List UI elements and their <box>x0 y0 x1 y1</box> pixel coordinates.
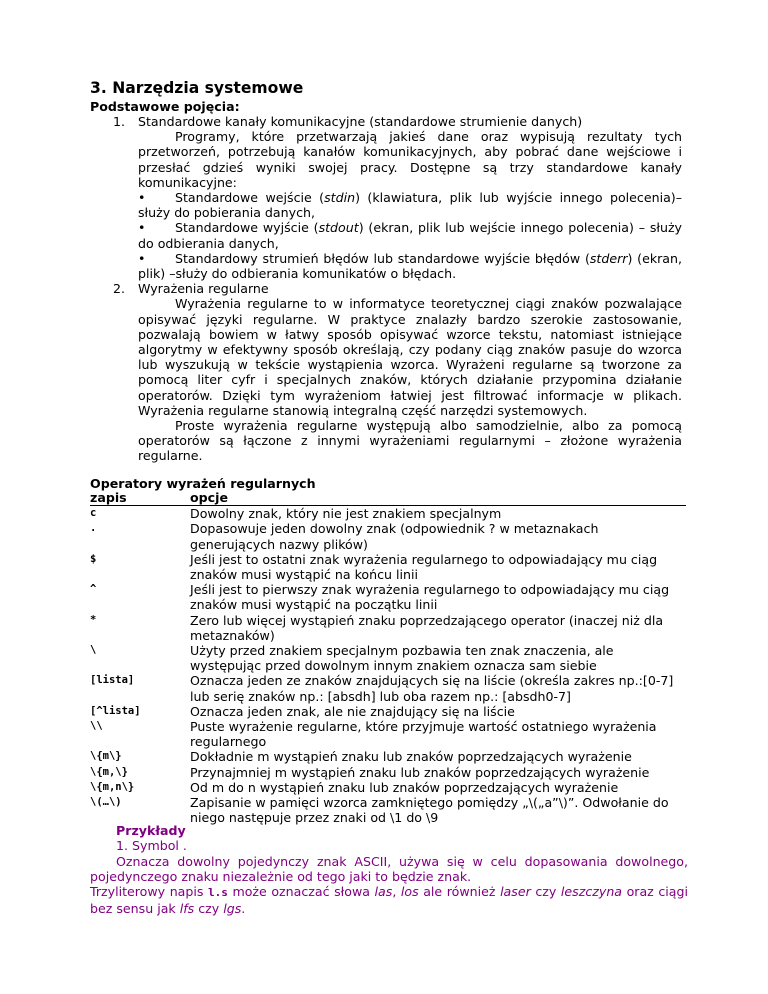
operator-description: Oznacza jeden znak, ale nie znajdujący się na liście <box>190 703 515 719</box>
bullet-icon: • <box>138 220 146 236</box>
table-row <box>90 719 686 749</box>
table-row <box>90 795 686 825</box>
operator-description: Przynajmniej m wystąpień znaku lub znaków poprzedzających wyrażenie <box>190 764 650 780</box>
bullet-stdout: • Standardowe wyjście (stdout) (ekran, plik lub wejście innego polecenia) – służy do odbierania danych, <box>138 220 683 251</box>
bullet-stderr: • Standardowy strumień błędów lub standardowe wyjście błędów (stderr) (ekran, plik) –służy do odbierania komunikatów o błędach. <box>138 250 682 282</box>
operator-code: \{m,n\} <box>90 780 135 793</box>
bullet-icon: • <box>138 190 146 206</box>
bullet-icon: • <box>138 250 146 266</box>
operators-title: Operatory wyrażeń regularnych <box>90 476 316 491</box>
operator-description: Jeśli jest to ostatni znak wyrażenia regularnego to odpowiadający mu ciąg znaków musi wystąpić na końcu linii <box>190 551 658 583</box>
operator-description: Dokładnie m wystąpień znaku lub znaków poprzedzających wyrażenie <box>190 749 632 765</box>
column-header-opcje: opcje <box>190 490 686 506</box>
operator-description: Puste wyrażenie regularne, które przyjmuje wartość ostatniego wyrażenia regularnego <box>190 719 657 750</box>
table-row <box>90 613 686 643</box>
operator-description: Zero lub więcej wystąpień znaku poprzedzającego operator (inaczej niż dla metaznaków) <box>190 612 664 643</box>
concepts-list <box>90 114 682 464</box>
operators-table <box>90 490 686 825</box>
operator-code: . <box>90 522 97 535</box>
operator-code: $ <box>90 552 97 565</box>
list-number: 2. <box>113 281 126 297</box>
operator-description: Oznacza jeden ze znaków znajdujących się na liście (określa zakres np.:[0-7] lub serię znaków np.: [absdh] lub oba razem np.: [absdh0-7] <box>190 673 674 704</box>
operator-code: \(…\) <box>90 796 122 809</box>
operator-code: * <box>90 613 97 626</box>
operators-body <box>90 506 686 826</box>
list-item <box>90 114 682 281</box>
table-row <box>90 673 686 703</box>
table-row <box>90 552 686 582</box>
item-heading: Wyrażenia regularne <box>138 281 269 297</box>
table-row <box>90 582 686 612</box>
operator-description: Dowolny znak, który nie jest znakiem specjalnym <box>190 506 502 522</box>
operator-code: [lista] <box>90 674 135 687</box>
bullet-stdin: • Standardowe wejście (stdin) (klawiatura, plik lub wyjście innego polecenia)–służy do pobierania danych, <box>138 190 682 221</box>
example-paragraph-2: Trzyliterowy napis l.s może oznaczać słowa las, los ale również laser czy leszczyna oraz ciągi bez sensu jak lfs czy lgs. <box>90 884 688 916</box>
table-row <box>90 749 686 764</box>
operator-code: ^ <box>90 583 97 596</box>
operator-code: \\ <box>90 720 103 733</box>
example-item-heading: 1. Symbol . <box>116 838 187 853</box>
item-paragraph: Wyrażenia regularne to w informatyce teoretycznej ciągi znaków pozwalające opisywać języki regularne. W praktyce znalazły bardzo szerokie zastosowanie, pozwalają bowiem w łatwy sposób opisywać wzorce tekstu, natomiast istniejące algorytmy w efektywny sposób określają, czy podany ciąg znaków pasuje do wzorca lub wyszukują w tekście wystąpienia wzorca. Wyrażeni regularne są tworzone za pomocą liter cyfr i specjalnych znaków, których działanie przypomina działanie operatorów. Dzięki tym wyrażeniom łatwiej jest filtrować informacje w plikach. Wyrażenia regularne stanowią integralną część narzędzi systemowych. <box>138 296 682 418</box>
operator-description: Jeśli jest to pierwszy znak wyrażenia regularnego to odpowiadający mu ciąg znaków musi wystąpić na początku linii <box>190 582 670 613</box>
list-item <box>90 281 682 463</box>
item-paragraph: Proste wyrażenia regularne występują albo samodzielnie, albo za pomocą operatorów są łączone z innymi wyrażeniami regularnymi – złożone wyrażenia regularne. <box>138 418 682 464</box>
table-row <box>90 765 686 780</box>
operator-code: c <box>90 507 97 520</box>
item-heading: Standardowe kanały komunikacyjne (standardowe strumienie danych) <box>138 114 583 129</box>
example-code: l.s <box>208 886 228 900</box>
operator-code: \ <box>90 644 97 657</box>
examples-title: Przykłady <box>116 823 186 838</box>
column-header-zapis: zapis <box>90 490 190 506</box>
page-title: 3. Narzędzia systemowe <box>90 79 304 97</box>
operator-description: Od m do n wystąpień znaku lub znaków poprzedzających wyrażenie <box>190 779 619 795</box>
table-row <box>90 521 686 551</box>
operator-description: Dopasowuje jeden dowolny znak (odpowiednik ? w metaznakach generujących nazwy plików) <box>190 521 599 552</box>
example-paragraph: Oznacza dowolny pojedynczy znak ASCII, używa się w celu dopasowania dowolnego, pojedynczego znaku niezależnie od tego jaki to będzie znak. Trzyliterowy napis l.s może oznaczać słowa las, los ale również laser czy leszczyna oraz ciągi bez sensu jak lfs czy lgs. <box>90 854 688 916</box>
example-body <box>90 854 688 916</box>
section-subtitle: Podstawowe pojęcia: <box>90 99 240 114</box>
table-row <box>90 704 686 719</box>
operator-description: Użyty przed znakiem specjalnym pozbawia ten znak znaczenia, ale występując przed dowolnym innym znakiem oznacza sam siebie <box>190 643 614 674</box>
operator-description: Zapisanie w pamięci wzorca zamkniętego pomiędzy „\(„a”\)”. Odwołanie do niego następuje przez znaki od \1 do \9 <box>190 795 669 826</box>
operator-code: \{m\} <box>90 750 122 763</box>
item-paragraph: Programy, które przetwarzają jakieś dane oraz wypisują rezultaty tych przetworzeń, potrzebują kanałów komunikacyjnych, aby pobrać dane wejściowe i przesłać gdzieś wyniki swojej pracy. Dostępne są trzy standardowe kanały komunikacyjne: <box>138 129 682 190</box>
table-row <box>90 780 686 795</box>
table-row <box>90 643 686 673</box>
operator-code: \{m,\} <box>90 765 128 778</box>
table-row <box>90 506 686 522</box>
list-number: 1. <box>113 114 126 129</box>
operator-code: [^lista] <box>90 704 141 717</box>
